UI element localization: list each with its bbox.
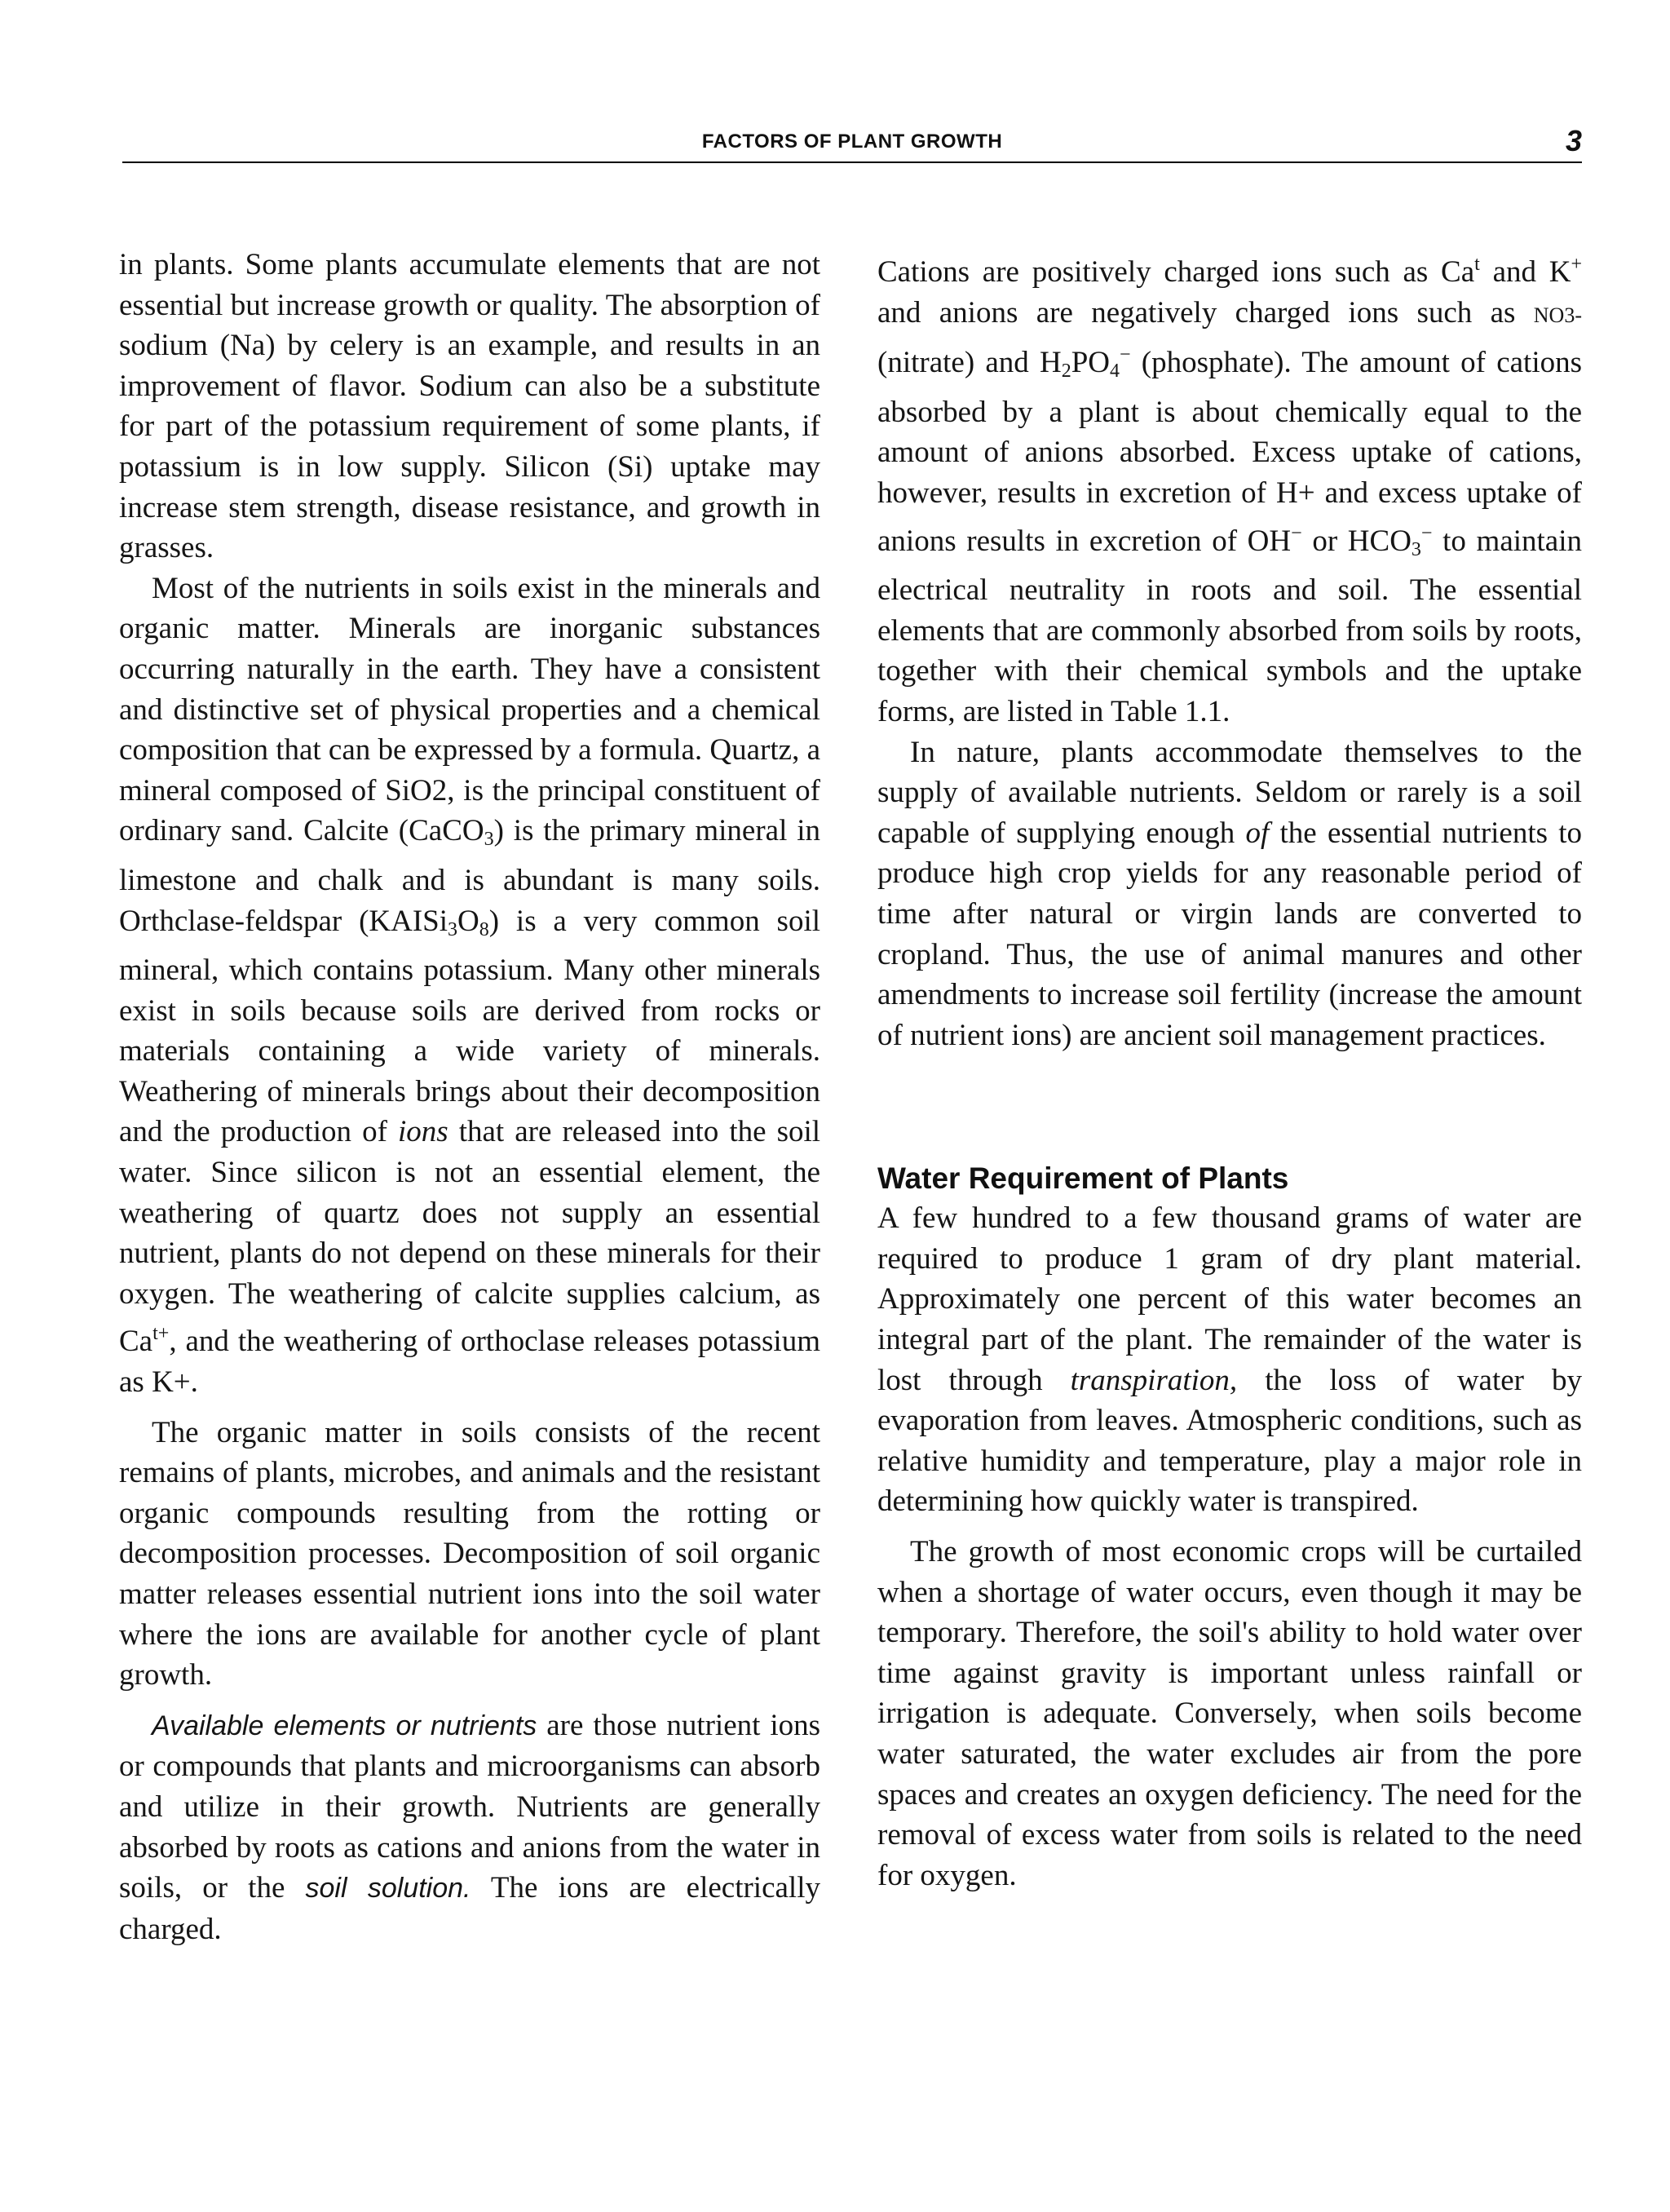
- superscript-minus: −: [1420, 522, 1433, 544]
- italic-ions: ions: [397, 1115, 448, 1149]
- text-run: Most of the nutrients in soils exist in the minerals and organic matter. Minerals are inorganic substances occurring naturally in the earth. They have a consistent and distinctive set of physical properties and a chemical composition that can be expressed by a formula. Quartz, a mineral composed of SiO2, is the principal constituent of ordinary sand. Calcite (CaCO: [119, 571, 820, 848]
- term-available-elements: Available elements or nutrients: [152, 1710, 537, 1741]
- text-run: ) is a very common soil mineral, which contains potassium. Many other minerals exist in soils because soils are derived from rocks or materials containing a wide variety of minerals. Weathering of minerals brings about their decomposition and the production of: [119, 904, 820, 1149]
- paragraph-minerals: [119, 568, 820, 1403]
- subscript-4: 4: [1110, 361, 1120, 383]
- subscript-3: 3: [1411, 538, 1421, 560]
- paragraph-crop-growth: The growth of most economic crops will be curtailed when a shortage of water occurs, even though it may be temporary. Therefore, the soil's ability to hold water over time against gravity is important unless rainfall or irrigation is adequate. Conversely, when soils become water saturated, the water excludes air from the pore spaces and creates an oxygen deficiency. The need for the removal of excess water from soils is related to the need for oxygen.: [877, 1535, 1582, 1892]
- text-run: and anions are negatively charged ions such as: [877, 295, 1516, 330]
- text-run: A few hundred to a few thousand grams of water are required to produce 1 gram of dry plant material. Approximately one percent of this water becomes an integral part of the plant. The remainder of the water is lost through: [877, 1201, 1582, 1397]
- subscript-8: 8: [479, 918, 489, 940]
- superscript-ca: t: [1474, 254, 1480, 275]
- text-run: In nature, plants accommodate themselves to the supply of available nutrients. Seldom or rarely is a soil capable of supplying enough: [877, 735, 1582, 850]
- subscript-3: 3: [484, 829, 494, 851]
- running-header: [122, 122, 1582, 163]
- subscript-2: 2: [1061, 361, 1071, 383]
- text-run: that are released into the soil water. Since silicon is not an essential element, the weathering of quartz does not supply an essential nutrient, plants do not depend on these minerals for their oxygen. The weathering of calcite supplies calcium, as Ca: [119, 1115, 821, 1359]
- formula-nitrate: NO3-: [1533, 303, 1582, 327]
- superscript-minus: −: [1291, 522, 1302, 544]
- text-run: Cations are positively charged ions such as Ca: [877, 255, 1475, 289]
- text-run: (phosphate). The amount of cations absorbed by a plant is about chemically equal to the amount of anions absorbed. Excess uptake of cations, however, results in excretion of H+ and excess uptake of anions results in excretion of OH: [877, 346, 1583, 558]
- term-soil-solution: soil solution.: [305, 1873, 471, 1905]
- superscript-plus: +: [1571, 254, 1582, 275]
- paragraph-organic-matter: The organic matter in soils consists of the recent remains of plants, microbes, and animals and the resistant organic compounds resulting from the rotting or decomposition processes. Decomposition of soil organic matter releases essential nutrient ions into the soil water where the ions are available for another cycle of plant growth.: [119, 1415, 820, 1692]
- superscript-minus: −: [1120, 344, 1131, 366]
- text-run: The ions are electrically charged.: [119, 1871, 820, 1946]
- text-run: O: [457, 904, 479, 938]
- text-run: PO: [1071, 346, 1111, 380]
- superscript-ca: t+: [152, 1323, 170, 1345]
- text-run: , and the weathering of orthoclase releases potassium as K+.: [119, 1325, 820, 1400]
- paragraph-plants-accumulate: in plants. Some plants accumulate elements that are not essential but increase growth or quality. The absorption of sodium (Na) by celery is an example, and results in an improvement of flavor. Sodium can also be a substitute for part of the potassium requirement of some plants, if potassium is in low supply. Silicon (Si) uptake may increase stem strength, disease resistance, and growth in grasses.: [119, 248, 820, 565]
- italic-transpiration: transpiration,: [1070, 1363, 1238, 1397]
- text-run: to maintain electrical neutrality in roots and soil. The essential elements that are commonly absorbed from soils by roots, together with their chemical symbols and the uptake forms, are listed in Table 1.1.: [877, 524, 1583, 728]
- subscript-3: 3: [448, 918, 458, 940]
- text-run: the essential nutrients to produce high crop yields for any reasonable period of time after natural or virgin lands are converted to cropland. Thus, the use of animal manures and other amendments to increase soil fertility (increase the amount of nutrient ions) are ancient soil management practices.: [877, 816, 1583, 1052]
- text-run: are those nutrient ions or compounds that plants and microorganisms can absorb and utilize in their growth. Nutrients are generally absorbed by roots as cations and anions from the water in soils, or the: [119, 1708, 821, 1905]
- page-number: 3: [1565, 124, 1582, 157]
- text-run: and K: [1492, 255, 1571, 289]
- paragraph-water-requirement: [877, 1198, 1582, 1522]
- left-column: [119, 245, 820, 1949]
- italic-of: of: [1245, 816, 1270, 850]
- text-run: (nitrate) and H: [877, 346, 1062, 380]
- running-title: FACTORS OF PLANT GROWTH: [701, 131, 1003, 153]
- text-run: or HCO: [1312, 524, 1412, 558]
- paragraph-cations-anions: [877, 245, 1582, 732]
- text-run: the loss of water by evaporation from leaves. Atmospheric conditions, such as relative humidity and temperature, play a major role in determining how quickly water is transpired.: [877, 1363, 1582, 1519]
- section-heading: Water Requirement of Plants: [877, 1161, 1289, 1196]
- text-run: ) is the primary mineral in limestone and chalk and is abundant is many soils. Orthclase-feldspar (KAISi: [119, 814, 820, 938]
- paragraph-in-nature: [877, 732, 1582, 1056]
- paragraph-available-elements: [119, 1705, 820, 1950]
- right-column: [877, 245, 1582, 1896]
